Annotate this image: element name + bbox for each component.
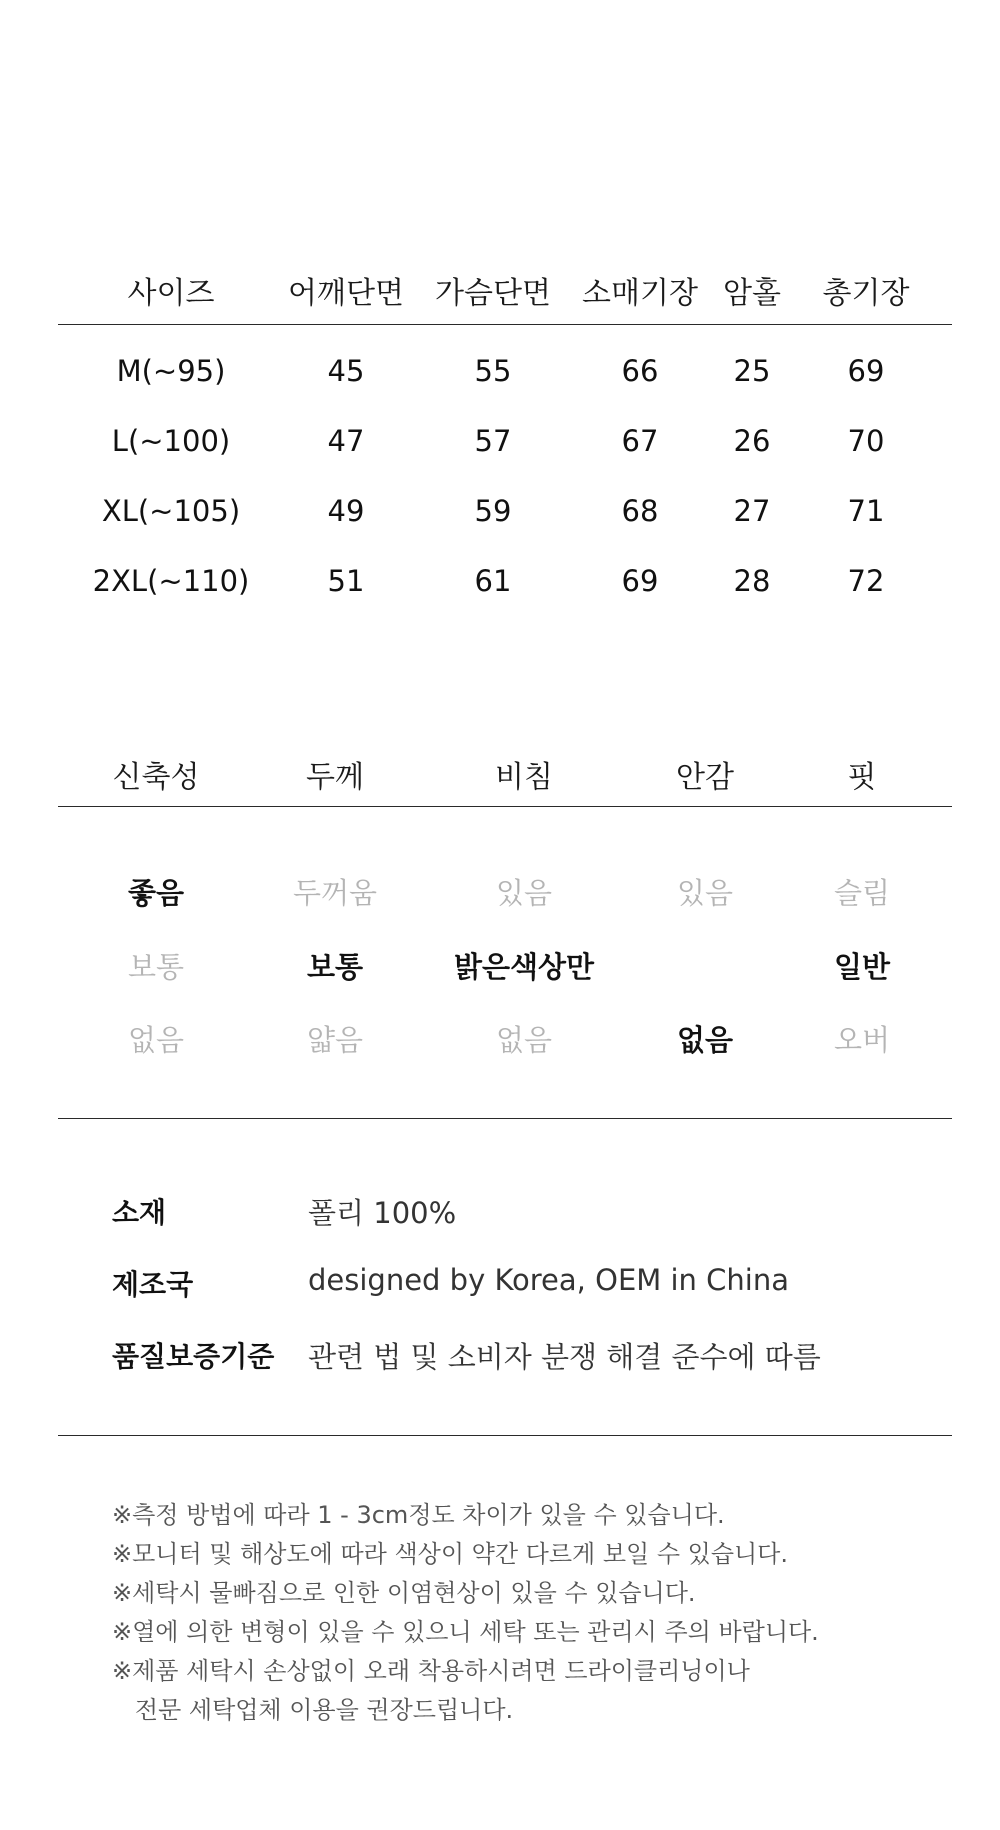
origin-label: 제조국 <box>112 1268 194 1301</box>
thickness-header: 두께 <box>306 760 364 795</box>
origin-value: designed by Korea, OEM in China <box>308 1263 789 1297</box>
fabric-option: 좋음 <box>127 876 185 910</box>
table-cell: 2XL(~110) <box>92 564 250 598</box>
table-cell: L(~100) <box>111 424 231 458</box>
size-header: 사이즈 <box>127 276 215 311</box>
table-cell: XL(~105) <box>101 494 241 528</box>
table-cell: 72 <box>847 564 885 598</box>
fabric-option: 오버 <box>833 1023 891 1057</box>
fabric-option: 없음 <box>127 1023 185 1057</box>
table-cell: 51 <box>327 564 365 598</box>
table-cell: 71 <box>847 494 885 528</box>
fabric-option: 일반 <box>833 950 891 984</box>
note-line: ※세탁시 물빠짐으로 인한 이염현상이 있을 수 있습니다. <box>112 1579 696 1607</box>
table-cell: 55 <box>474 354 512 388</box>
size-header-divider <box>58 324 952 325</box>
fabric-option: 밝은색상만 <box>453 950 595 984</box>
fabric-option: 없음 <box>495 1023 553 1057</box>
table-cell: 28 <box>733 564 771 598</box>
lining-header: 안감 <box>676 760 734 795</box>
table-cell: 70 <box>847 424 885 458</box>
warranty-label: 품질보증기준 <box>112 1340 275 1373</box>
fabric-option: 보통 <box>306 950 364 984</box>
note-line: ※측정 방법에 따라 1 - 3cm정도 차이가 있을 수 있습니다. <box>112 1501 725 1529</box>
table-cell: 61 <box>474 564 512 598</box>
stretch-header: 신축성 <box>112 760 200 795</box>
info-bottom-divider <box>58 1435 952 1436</box>
note-line: 전문 세탁업체 이용을 권장드립니다. <box>112 1696 514 1724</box>
fabric-option: 두꺼움 <box>292 876 378 910</box>
table-cell: M(~95) <box>116 354 226 388</box>
table-cell: 66 <box>621 354 659 388</box>
table-cell: 69 <box>621 564 659 598</box>
table-cell: 69 <box>847 354 885 388</box>
chest-header: 가슴단면 <box>435 276 551 311</box>
fabric-option: 있음 <box>676 876 734 910</box>
table-cell: 25 <box>733 354 771 388</box>
table-cell: 47 <box>327 424 365 458</box>
shoulder-header: 어깨단면 <box>288 276 404 311</box>
note-line: ※모니터 및 해상도에 따라 색상이 약간 다르게 보일 수 있습니다. <box>112 1540 788 1568</box>
table-cell: 57 <box>474 424 512 458</box>
fabric-option: 슬림 <box>833 876 891 910</box>
fabric-option: 있음 <box>495 876 553 910</box>
fabric-option: 얇음 <box>306 1023 364 1057</box>
table-cell: 27 <box>733 494 771 528</box>
fabric-option: 보통 <box>127 950 185 984</box>
table-cell: 67 <box>621 424 659 458</box>
note-line: ※제품 세탁시 손상없이 오래 착용하시려면 드라이클리닝이나 <box>112 1657 750 1685</box>
note-line: ※열에 의한 변형이 있을 수 있으니 세탁 또는 관리시 주의 바랍니다. <box>112 1618 819 1646</box>
table-cell: 26 <box>733 424 771 458</box>
material-label: 소재 <box>112 1196 167 1229</box>
length-header: 총기장 <box>822 276 910 311</box>
table-cell: 59 <box>474 494 512 528</box>
table-cell: 45 <box>327 354 365 388</box>
table-cell: 49 <box>327 494 365 528</box>
fabric-option: 없음 <box>676 1023 734 1057</box>
fit-header: 핏 <box>847 760 877 795</box>
fabric-header-divider <box>58 806 952 807</box>
table-cell: 68 <box>621 494 659 528</box>
fabric-bottom-divider <box>58 1118 952 1119</box>
sleeve-header: 소매기장 <box>582 276 698 311</box>
sheerness-header: 비침 <box>495 760 553 795</box>
warranty-value: 관련 법 및 소비자 분쟁 해결 준수에 따름 <box>308 1340 821 1374</box>
armhole-header: 암홀 <box>723 276 781 311</box>
material-value: 폴리 100% <box>308 1196 457 1230</box>
